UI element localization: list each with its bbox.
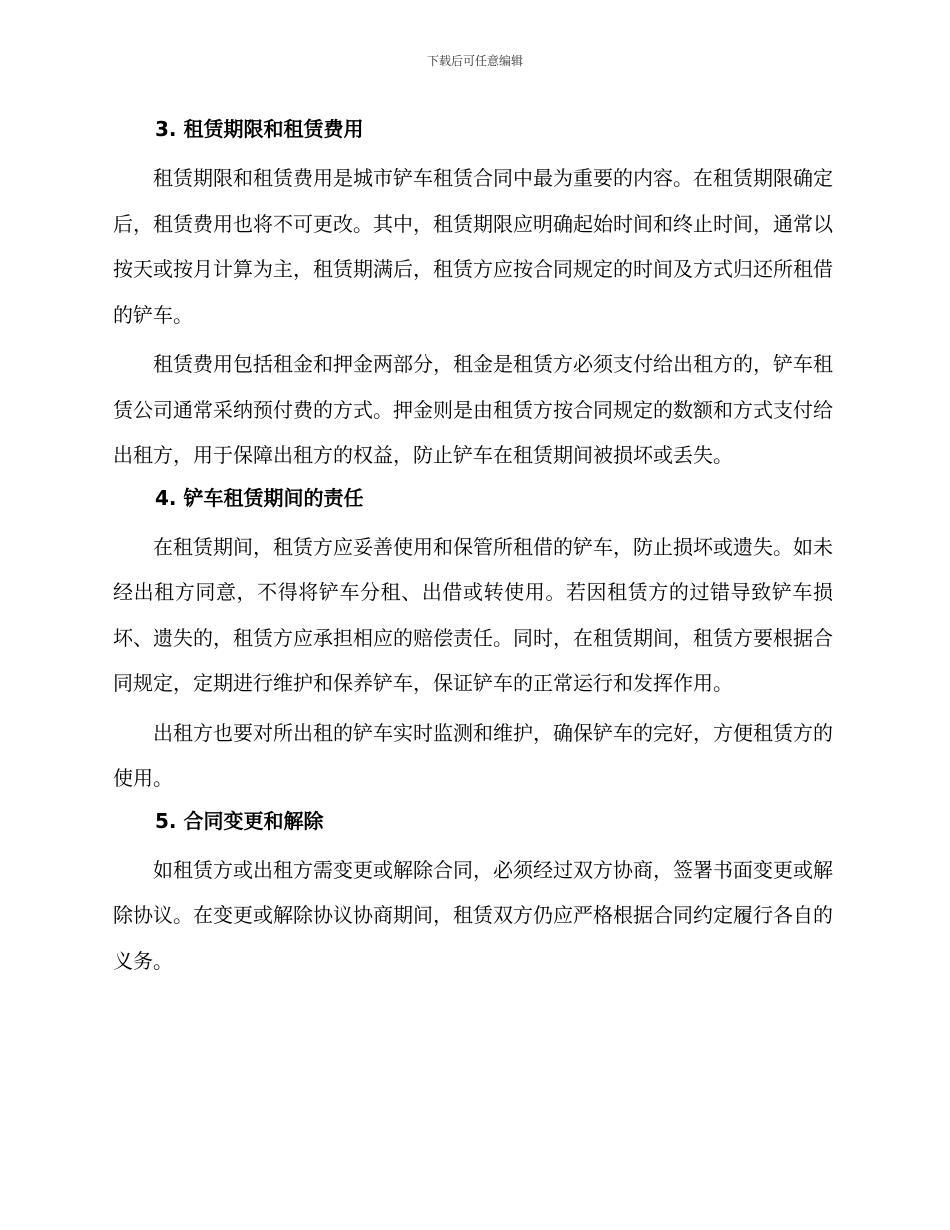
section-heading-3: 3. 租赁期限和租赁费用: [155, 117, 364, 141]
paragraph: 如租赁方或出租方需变更或解除合同，必须经过双方协商，签署书面变更或解除协议。在变更或解除协议协商期间，租赁双方仍应严格根据合同约定履行各自的义务。: [113, 857, 833, 973]
section-heading-4: 4. 铲车租赁期间的责任: [155, 485, 364, 510]
page-header: 下载后可任意编辑: [426, 54, 523, 68]
paragraph: 在租赁期间，租赁方应妥善使用和保管所租借的铲车，防止损坏或遗失。如未经出租方同意，不得将铲车分租、出借或转使用。若因租赁方的过错导致铲车损坏、遗失的，租赁方应承担相应的赔偿责任。同时，在租赁期间，租赁方要根据合同规定，定期进行维护和保养铲车，保证铲车的正常运行和发挥作用。: [113, 534, 833, 695]
document-body: [113, 112, 833, 984]
section-heading-5: 5. 合同变更和解除: [155, 808, 324, 833]
paragraph: 租赁费用包括租金和押金两部分，租金是租赁方必须支付给出租方的，铲车租赁公司通常采纳预付费的方式。押金则是由租赁方按合同规定的数额和方式支付给出租方，用于保障出租方的权益，防止铲车在租赁期间被损坏或丢失。: [113, 352, 833, 467]
paragraph: 租赁期限和租赁费用是城市铲车租赁合同中最为重要的内容。在租赁期限确定后，租赁费用也将不可更改。其中，租赁期限应明确起始时间和终止时间，通常以按天或按月计算为主，租赁期满后，租赁方应按合同规定的时间及方式归还所租借的铲车。: [113, 166, 833, 327]
paragraph: 出租方也要对所出租的铲车实时监测和维护，确保铲车的完好，方便租赁方的使用。: [113, 720, 833, 790]
